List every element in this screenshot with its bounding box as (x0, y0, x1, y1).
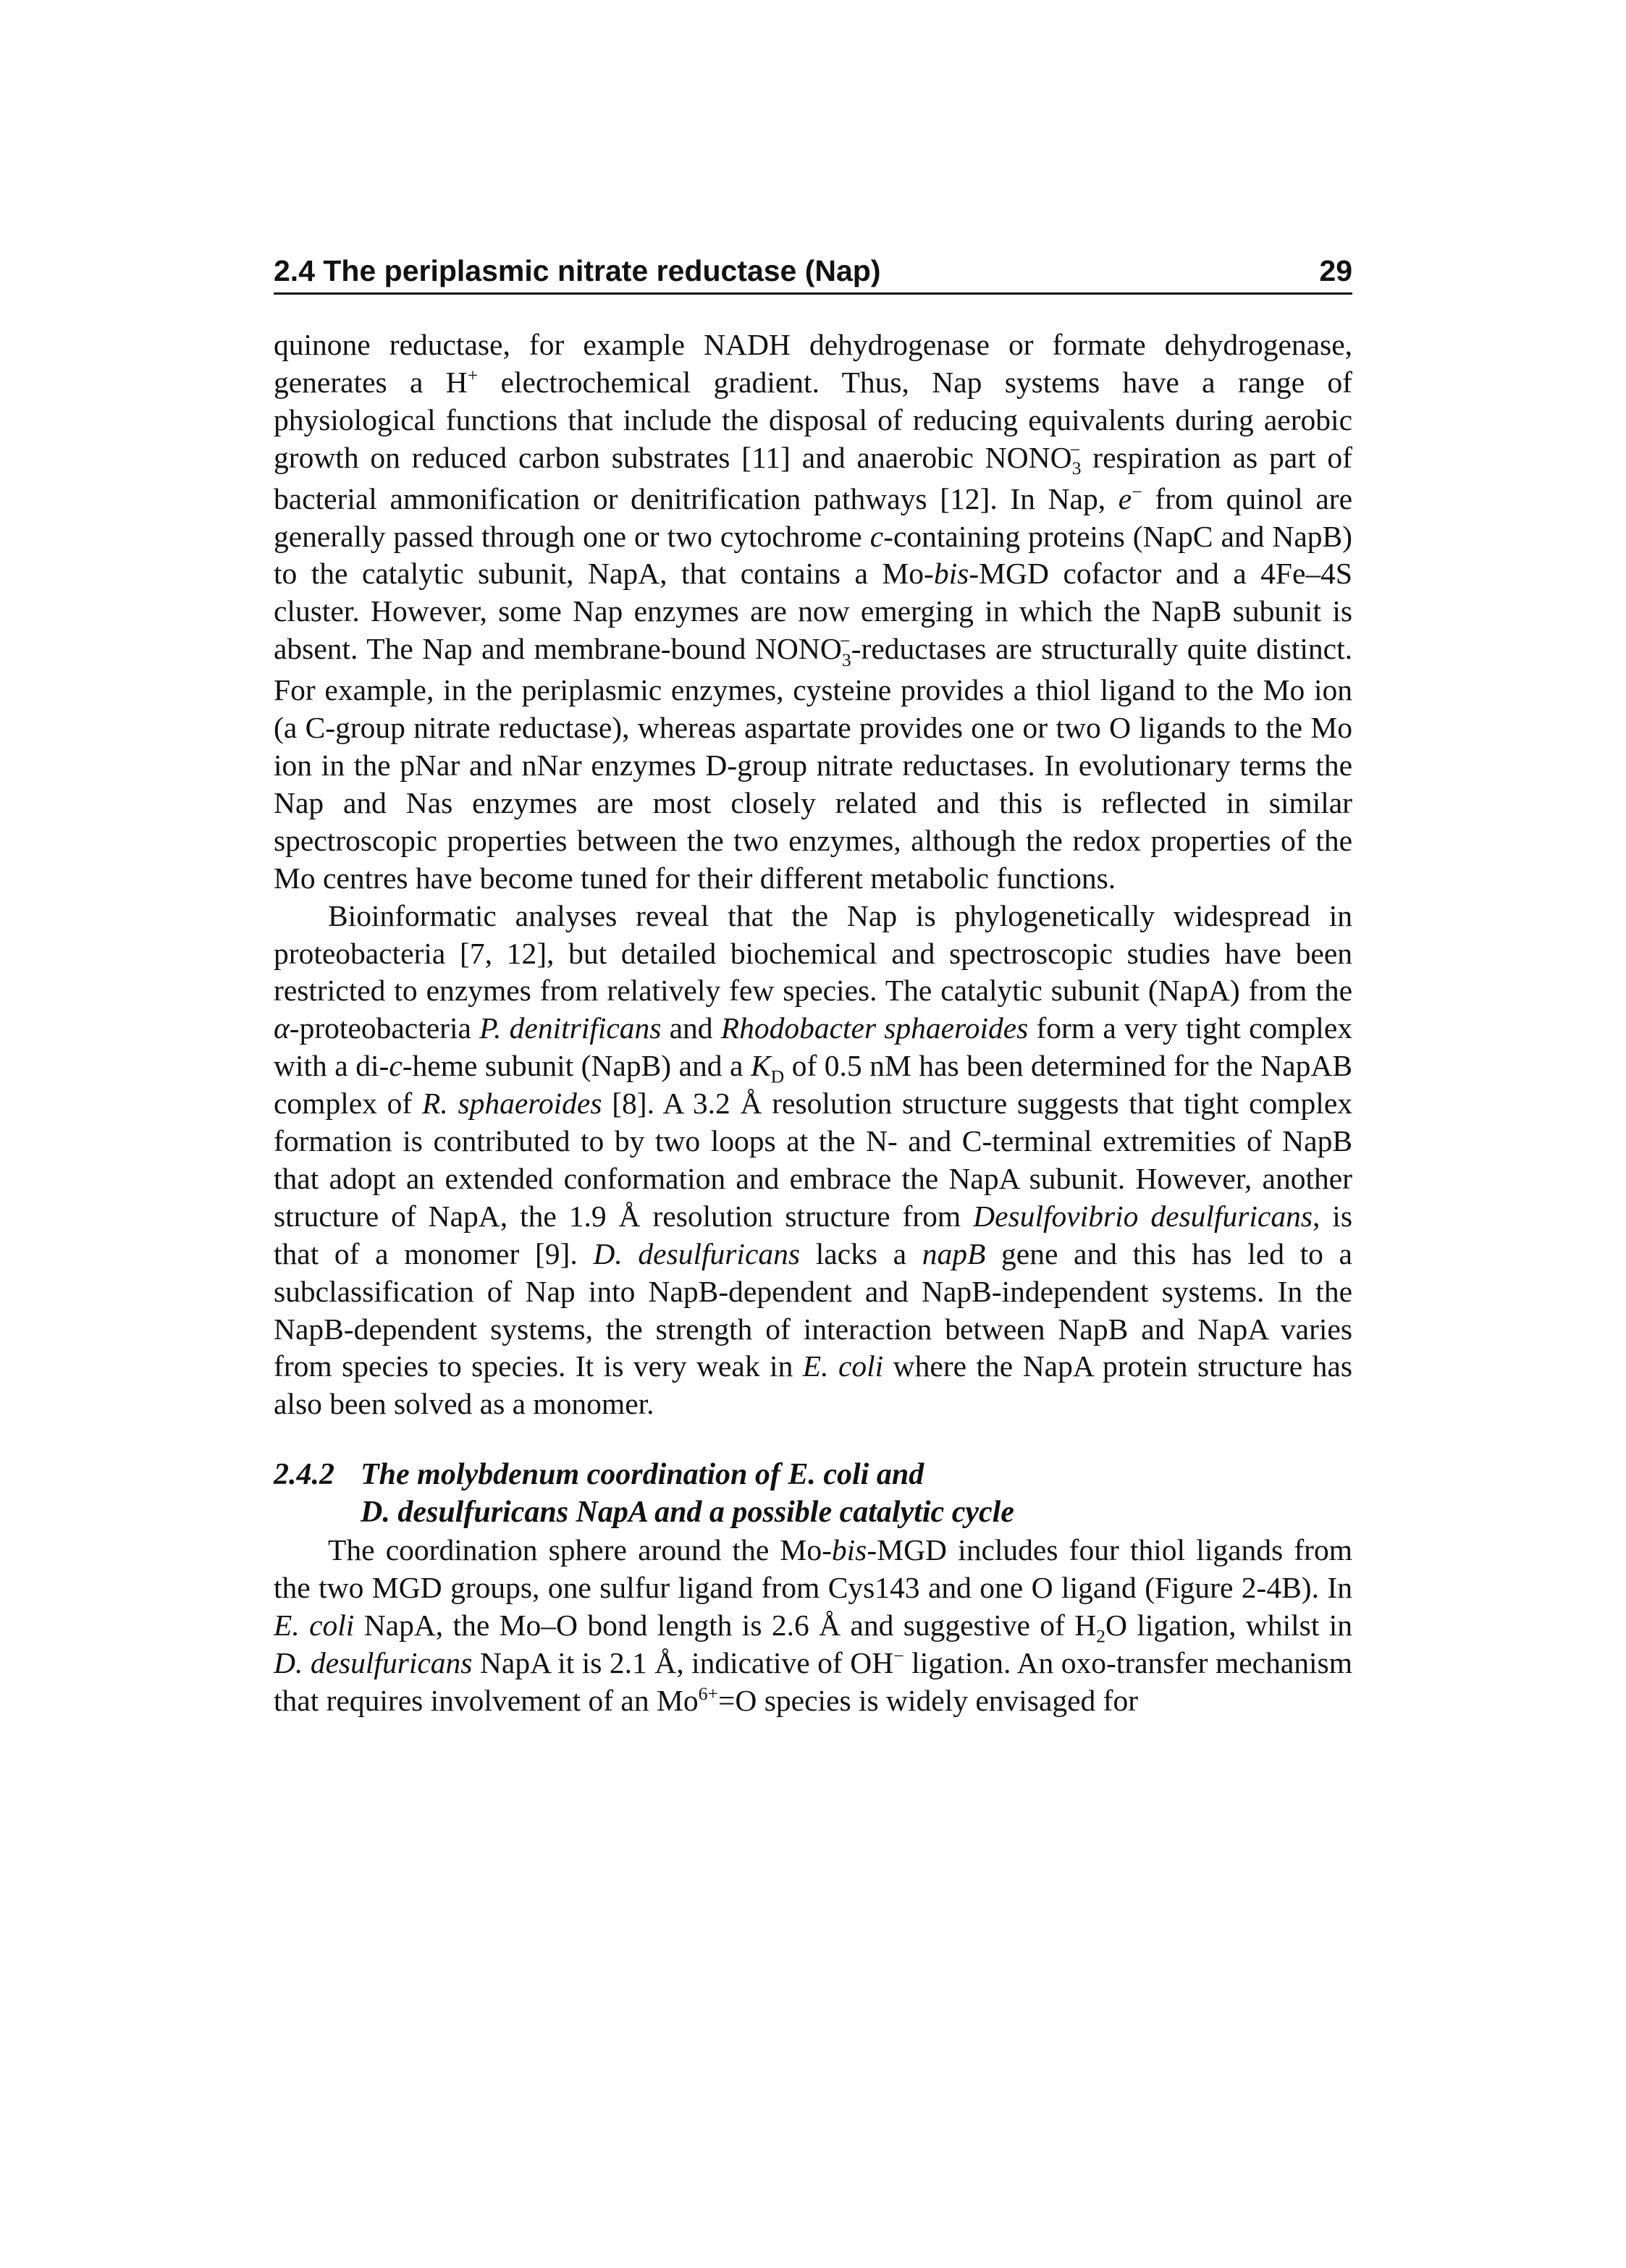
text-run: NapA, the Mo–O bond length is 2.6 Å and suggestive of H (354, 1608, 1097, 1642)
text-run: -MGD cofactor and a 4Fe–4S cluster. However, some Nap enzymes are now emerging in which the NapB subunit is absent. The Nap and membrane-bound NO (274, 557, 1352, 666)
section-heading-line-1: The molybdenum coordination of E. coli and (361, 1458, 924, 1492)
text-run: NapA it is 2.1 Å, indicative of OH (472, 1645, 894, 1679)
text-run: O ligation, whilst in (1105, 1608, 1352, 1642)
section-heading-line-2: D. desulfuricans NapA and a possible catalytic cycle (361, 1496, 1014, 1530)
text-run: Bioinformatic analyses reveal that the Nap is phylogenetically widespread in proteobacteria [7, 12], but detailed biochemical and spectroscopic studies have been restricted to enzymes from relatively few species. The catalytic subunit (NapA) from the (274, 898, 1352, 1008)
section-title: 2.4 The periplasmic nitrate reductase (Nap) (274, 254, 881, 287)
text-run: -heme subunit (NapB) and a (402, 1049, 751, 1083)
text-run: electrochemical gradient. Thus, Nap systems have a range of physiological functions that include the disposal of reducing equivalents during aerobic growth on reduced carbon substrates [11] and anaerobic NO (274, 365, 1352, 474)
running-head (274, 249, 1352, 295)
species-name: E. coli (274, 1608, 355, 1642)
text-run: [8]. A 3.2 Å resolution structure suggests that tight complex formation is contributed to by two loops at the N- and C-terminal extremities of NapB that adopt an extended conformation and embrace the NapA subunit. However, another structure of NapA, the 1.9 Å resolution structure from (274, 1087, 1352, 1233)
text-run: ligation. An oxo-transfer mechanism that requires involvement of an Mo (274, 1645, 1352, 1717)
page-number: 29 (1319, 254, 1352, 287)
section-heading (274, 1457, 1352, 1532)
italic-term: bis (933, 557, 969, 591)
page (274, 249, 1352, 1720)
italic-term: K (750, 1049, 771, 1083)
paragraph-2 (274, 898, 1352, 1424)
species-name: D. desulfuricans (593, 1236, 801, 1270)
text-run: , is that of a monomer [9]. (274, 1199, 1352, 1270)
species-name: E. coli (802, 1349, 884, 1383)
species-name: D. desulfuricans (274, 1645, 473, 1679)
text-run: The coordination sphere around the Mo- (328, 1533, 832, 1567)
subscript: 2 (1096, 1625, 1106, 1647)
text-run: from quinol are generally passed through one or two cytochrome (274, 481, 1352, 553)
italic-term: c (869, 519, 884, 553)
text-run: gene and this has led to a subclassification of Nap into NapB-dependent and NapB-independent systems. In the NapB-dependent systems, the strength of interaction between NapB and NapA varies from species to species. It is very weak in (274, 1236, 1352, 1383)
italic-term: e (1118, 481, 1132, 515)
text-run: where the NapA protein structure has also been solved as a monomer. (274, 1349, 1352, 1421)
paragraph-3 (274, 1532, 1352, 1720)
italic-term: c (389, 1049, 403, 1083)
superscript: − (1132, 481, 1142, 502)
text-run: -reductases are structurally quite distinct. For example, in the periplasmic enzymes, cysteine provides a thiol ligand to the Mo ion (a C-group nitrate reductase), whereas aspartate provides one or two O ligands to the Mo ion in the pNar and nNar enzymes D-group nitrate reductases. In evolutionary terms the Nap and Nas enzymes are most closely related and this is reflected in similar spectroscopic properties between the two enzymes, although the redox properties of the Mo centres have become tuned for their different metabolic functions. (274, 632, 1352, 895)
subscript: D (770, 1066, 785, 1087)
italic-term: α (274, 1011, 290, 1045)
nitrate-ion: $NO_3$ − (1028, 439, 1082, 479)
text-run: and (661, 1011, 721, 1045)
text-run: -MGD includes four thiol ligands from the two MGD groups, one sulfur ligand from Cys143 and one O ligand (Figure 2-4B). In (274, 1533, 1352, 1604)
paragraph-1 (274, 326, 1352, 898)
species-name: Rhodobacter sphaeroides (720, 1011, 1029, 1045)
text-run: form a very tight complex with a di- (274, 1011, 1352, 1083)
species-name: P. denitrificans (479, 1011, 662, 1045)
species-name: Desulfovibrio desulfuricans (973, 1199, 1313, 1233)
italic-term: bis (831, 1533, 867, 1567)
superscript: + (467, 365, 479, 387)
section-number: 2.4.2 (274, 1458, 334, 1492)
text-run: -containing proteins (NapC and NapB) to the catalytic subunit, NapA, that contains a Mo- (274, 519, 1352, 591)
text-run: =O species is widely envisaged for (718, 1683, 1139, 1717)
superscript: − (893, 1645, 904, 1666)
text-run: -proteobacteria (289, 1011, 480, 1045)
species-name: R. sphaeroides (421, 1087, 602, 1121)
superscript: 6+ (698, 1682, 718, 1704)
nitrate-ion: $NO_3$ − (798, 631, 851, 670)
text-run: lacks a (800, 1236, 922, 1270)
text-run: respiration as part of bacterial ammonification or denitrification pathways [12]. In Nap, (274, 440, 1352, 515)
gene-name: napB (922, 1236, 986, 1270)
text-run: of 0.5 nM has been determined for the NapAB complex of (274, 1049, 1352, 1121)
text-run: quinone reductase, for example NADH dehydrogenase or formate dehydrogenase, generates a H (274, 328, 1352, 399)
